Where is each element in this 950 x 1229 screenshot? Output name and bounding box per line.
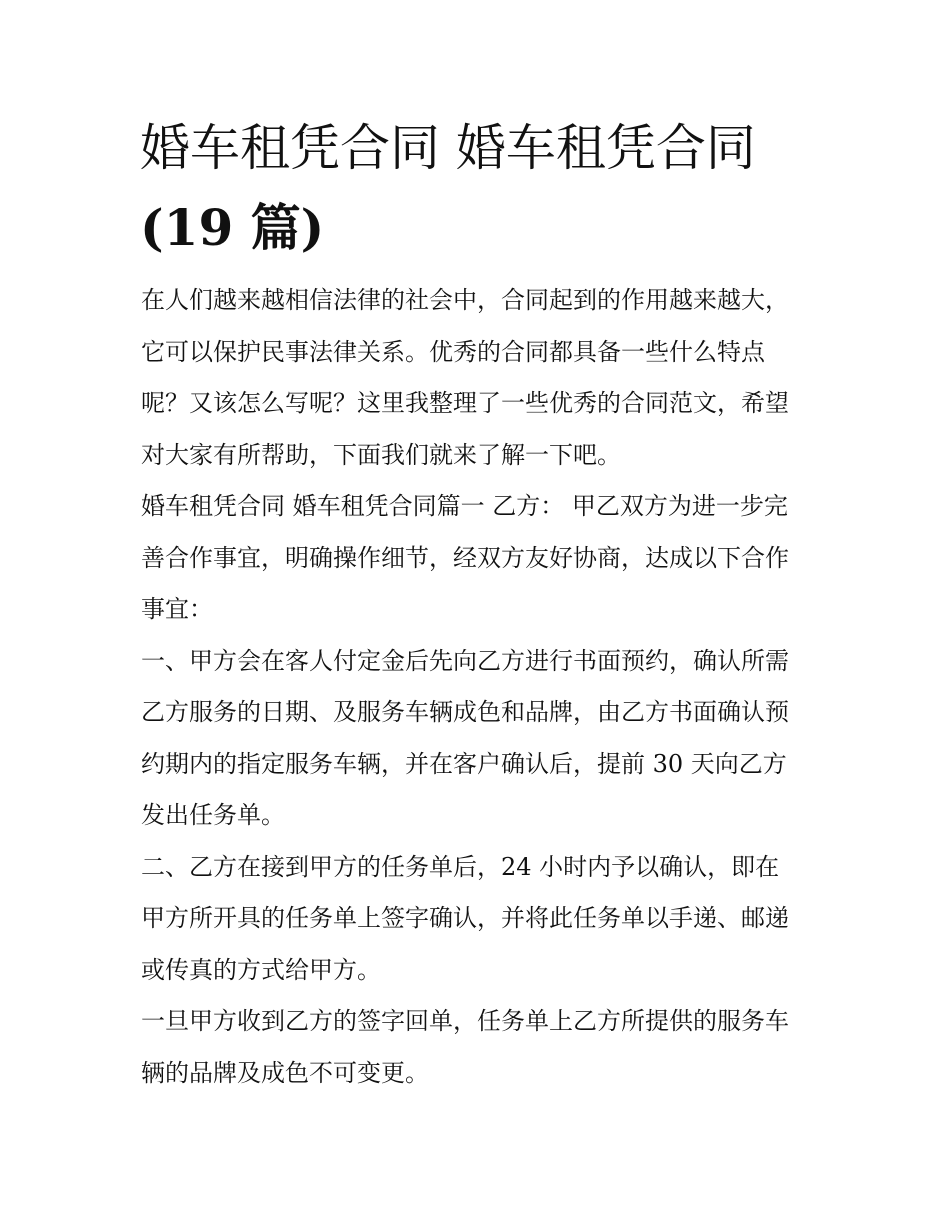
text-line: 发出任务单。 xyxy=(141,801,285,829)
paragraph xyxy=(141,842,831,997)
paragraph xyxy=(141,481,831,636)
text-line: 约期内的指定服务车辆，并在客户确认后，提前 30 天向乙方 xyxy=(141,749,787,778)
title-line: (19 篇) xyxy=(140,198,325,257)
text-line: 事宜： xyxy=(141,595,213,623)
document-body xyxy=(141,275,831,1099)
text-line: 它可以保护民事法律关系。优秀的合同都具备一些什么特点 xyxy=(141,337,765,366)
text-line: 甲方所开具的任务单上签字确认，并将此任务单以手递、邮递 xyxy=(141,904,789,932)
paragraph xyxy=(141,275,831,481)
text-line: 二、乙方在接到甲方的任务单后，24 小时内予以确认，即在 xyxy=(141,852,780,881)
text-line: 婚车租凭合同 婚车租凭合同篇一 乙方： 甲乙双方为进一步完 xyxy=(141,492,788,520)
text-line: 一旦甲方收到乙方的签字回单，任务单上乙方所提供的服务车 xyxy=(141,1007,789,1035)
paragraph xyxy=(141,996,831,1099)
text-line: 乙方服务的日期、及服务车辆成色和品牌，由乙方书面确认预 xyxy=(141,698,789,726)
text-line: 辆的品牌及成色不可变更。 xyxy=(141,1058,429,1087)
text-line: 或传真的方式给甲方。 xyxy=(141,955,381,984)
document-title xyxy=(140,108,820,268)
text-line: 对大家有所帮助，下面我们就来了解一下吧。 xyxy=(141,440,621,469)
paragraph xyxy=(141,636,831,842)
text-line: 呢？又该怎么写呢？这里我整理了一些优秀的合同范文，希望 xyxy=(141,389,789,417)
text-line: 一、甲方会在客人付定金后先向乙方进行书面预约，确认所需 xyxy=(141,646,789,675)
text-line: 在人们越来越相信法律的社会中，合同起到的作用越来越大， xyxy=(141,286,789,314)
title-line: 婚车租凭合同 婚车租凭合同 xyxy=(140,119,756,177)
text-line: 善合作事宜，明确操作细节，经双方友好协商，达成以下合作 xyxy=(141,543,789,572)
